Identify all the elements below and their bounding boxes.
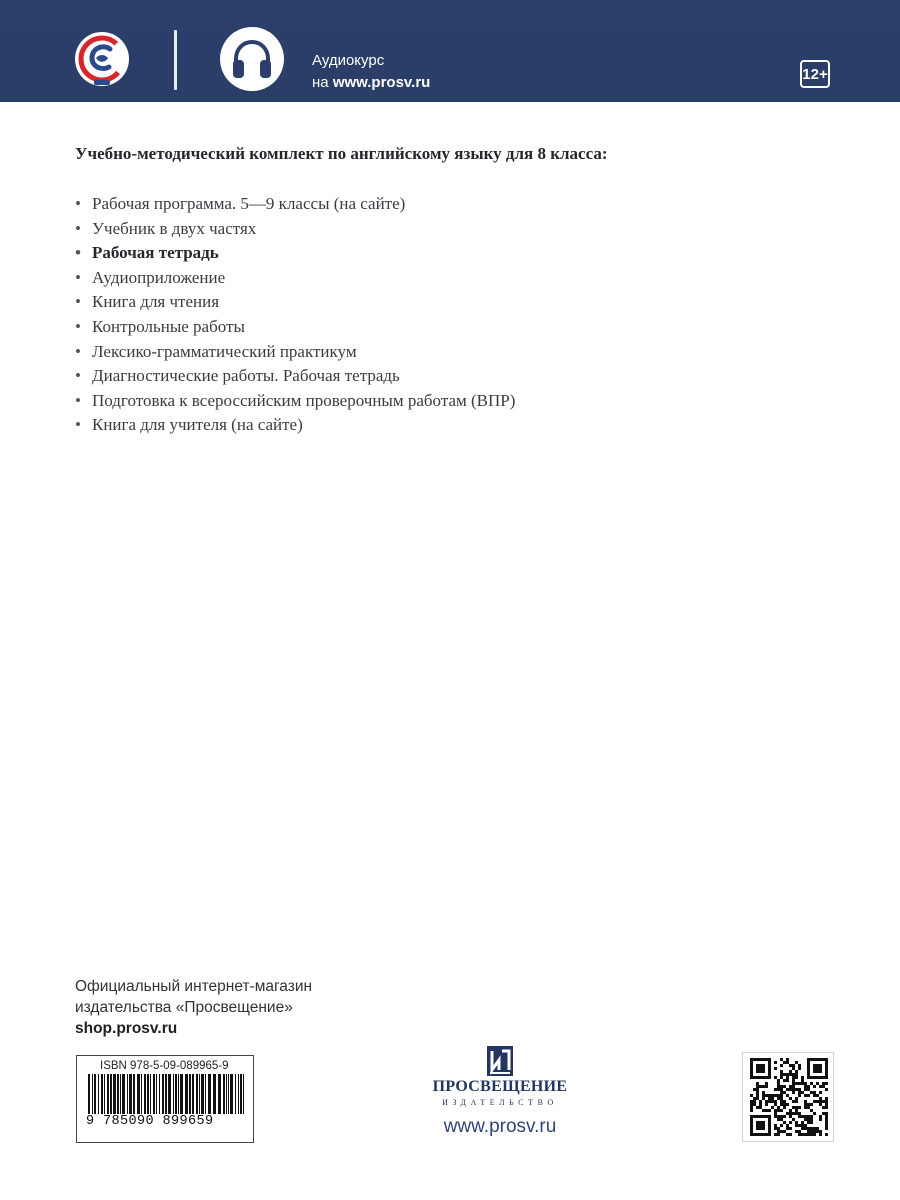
barcode-digits: 9 785090 899659 (86, 1114, 252, 1129)
audio-course-note (312, 50, 430, 94)
publisher-subtitle: ИЗДАТЕЛЬСТВО (442, 1098, 558, 1107)
headphones-badge (220, 27, 284, 91)
kit-item: • Диагностические работы. Рабочая тетрадь (75, 364, 835, 389)
header-band (0, 0, 900, 102)
audio-course-prefix: на (312, 74, 329, 91)
kit-item: • Подготовка к всероссийским проверочным работам (ВПР) (75, 389, 835, 414)
publisher-logo-icon (72, 30, 132, 90)
headphones-icon (230, 37, 274, 81)
publisher-emblem-icon (487, 1046, 513, 1076)
shop-url-link[interactable]: shop.prosv.ru (75, 1020, 178, 1037)
publisher-url-link[interactable]: www.prosv.ru (443, 1116, 557, 1137)
kit-item: • Учебник в двух частях (75, 217, 835, 242)
kit-item: • Контрольные работы (75, 315, 835, 340)
shop-info (75, 976, 312, 1039)
kit-item: • Аудиоприложение (75, 266, 835, 291)
age-rating-badge: 12+ (800, 60, 830, 88)
qr-code-icon[interactable] (750, 1058, 828, 1136)
audio-course-label: Аудиокурс (312, 52, 385, 69)
kit-list (75, 192, 835, 438)
kit-title: Учебно-методический комплект по английскому языку для 8 класса: (75, 144, 608, 163)
kit-item: • Лексико-грамматический практикум (75, 340, 835, 365)
isbn-label: ISBN 978-5-09-089965-9 (100, 1060, 229, 1072)
shop-line-2: издательства «Просвещение» (75, 999, 293, 1016)
kit-item-current: • Рабочая тетрадь (75, 241, 835, 266)
header-divider (174, 30, 177, 90)
kit-item: • Книга для учителя (на сайте) (75, 413, 835, 438)
audio-course-url-line (312, 72, 430, 94)
publisher-name: ПРОСВЕЩЕНИЕ (432, 1078, 568, 1095)
kit-item: • Рабочая программа. 5—9 классы (на сайте) (75, 192, 835, 217)
audio-course-url[interactable]: www.prosv.ru (332, 74, 431, 91)
shop-line-1: Официальный интернет-магазин (75, 978, 313, 995)
kit-item: • Книга для чтения (75, 290, 835, 315)
